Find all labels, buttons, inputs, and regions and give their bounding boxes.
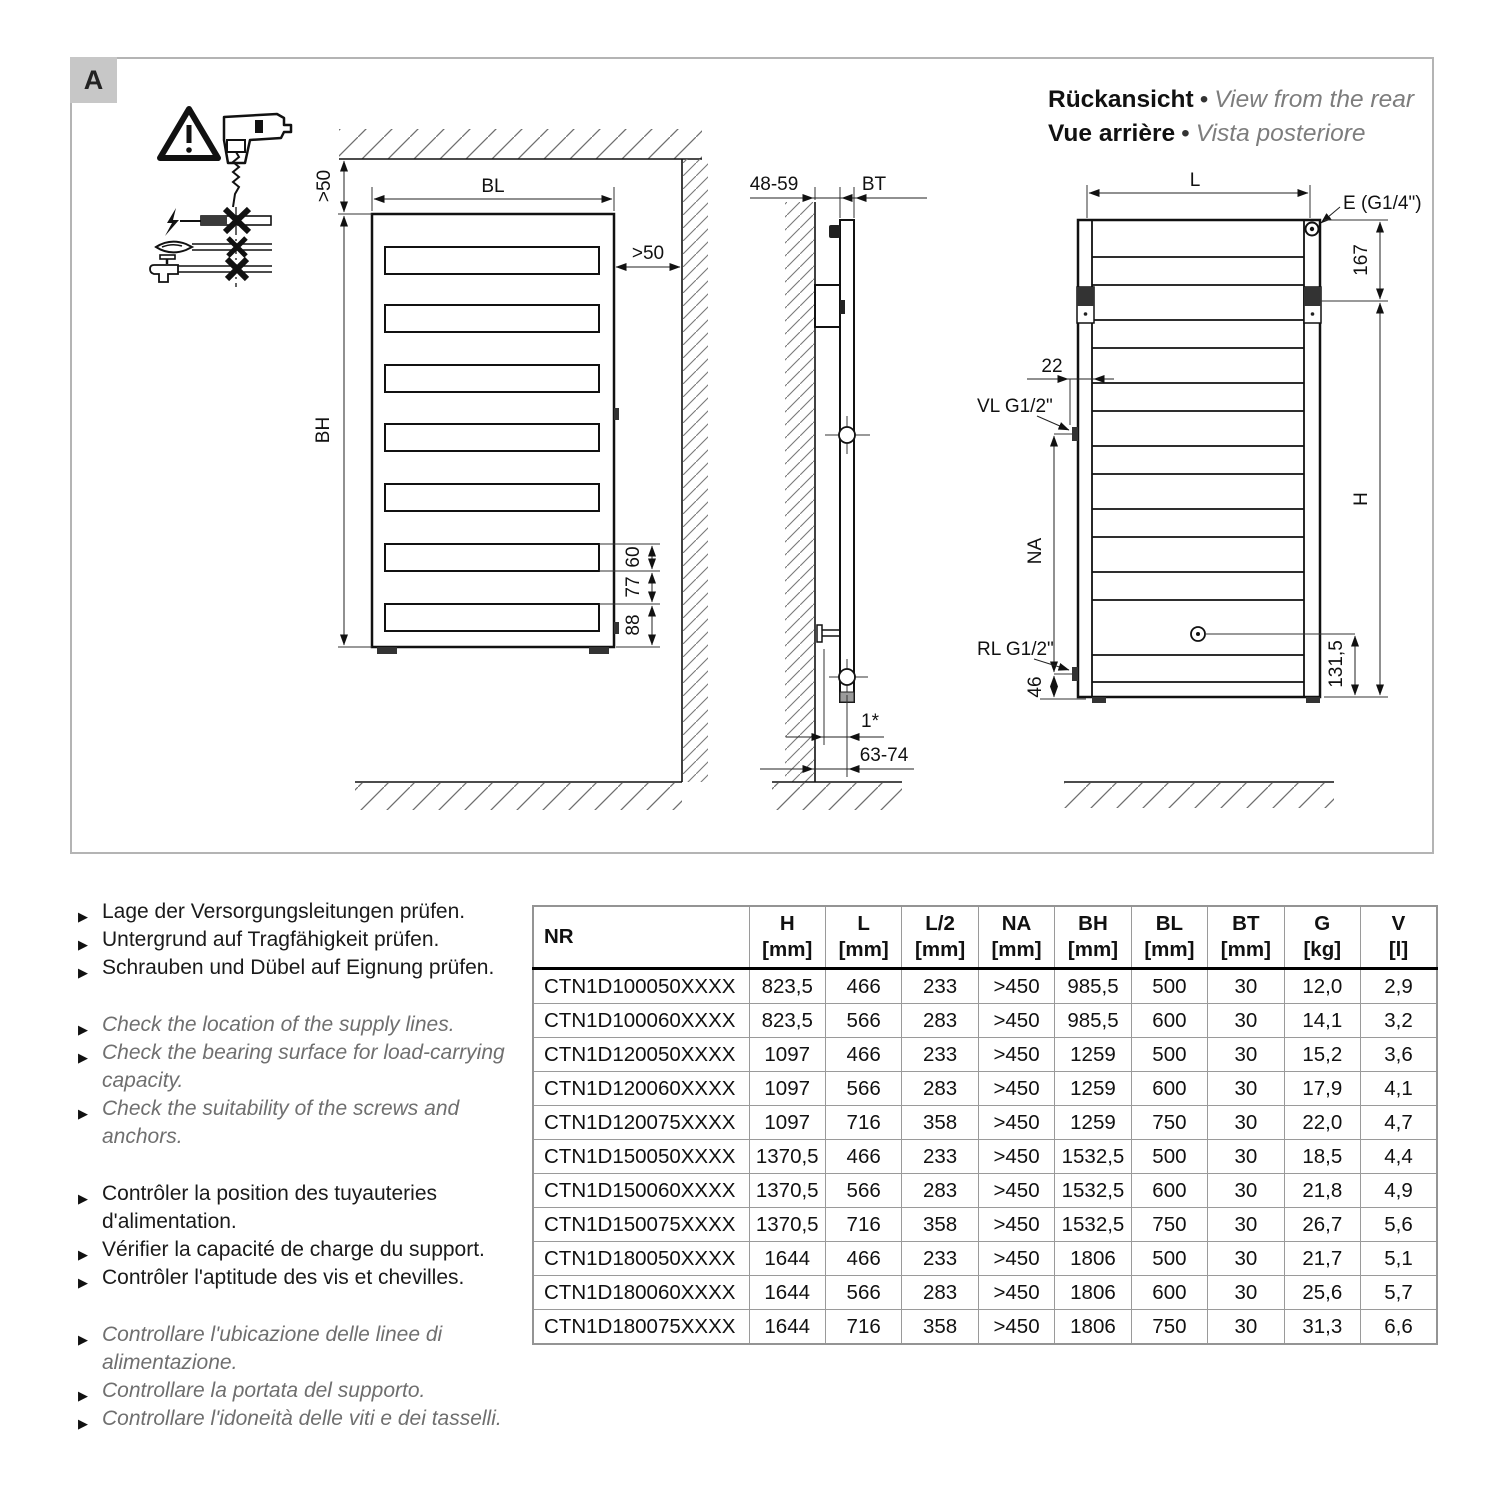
- bullet-triangle-icon: ▶: [78, 965, 88, 980]
- model-number-cell: CTN1D120075XXXX: [533, 1106, 749, 1140]
- value-cell: 1806: [1055, 1242, 1131, 1276]
- value-cell: 566: [825, 1004, 901, 1038]
- table-row: [533, 1004, 1437, 1038]
- no-drill-electric-icon: [165, 208, 271, 236]
- value-cell: 358: [902, 1208, 978, 1242]
- bullet-triangle-icon: ▶: [78, 1022, 88, 1037]
- no-drill-water-icon: [150, 255, 272, 282]
- value-cell: 30: [1208, 1106, 1284, 1140]
- value-cell: 283: [902, 1276, 978, 1310]
- table-row: [533, 1276, 1437, 1310]
- radiator-side-body: [840, 220, 854, 702]
- bullet-triangle-icon: ▶: [78, 1275, 88, 1290]
- table-row: [533, 1106, 1437, 1140]
- wall-hatch-side: [785, 202, 814, 782]
- model-number-cell: CTN1D180075XXXX: [533, 1310, 749, 1345]
- value-cell: 30: [1208, 969, 1284, 1004]
- value-cell: 985,5: [1055, 969, 1131, 1004]
- value-cell: 3,2: [1361, 1004, 1438, 1038]
- value-cell: 283: [902, 1072, 978, 1106]
- dim-clearance-top: >50: [314, 169, 335, 203]
- value-cell: 1259: [1055, 1038, 1131, 1072]
- note-item: [78, 1264, 510, 1292]
- wall-clip: [614, 622, 619, 634]
- wall-anchor-lower: [817, 625, 840, 642]
- note-text: Contrôler la position des tuyauteries d'alimentation.: [102, 1182, 438, 1233]
- value-cell: 283: [902, 1004, 978, 1038]
- value-cell: 31,3: [1284, 1310, 1360, 1345]
- value-cell: 30: [1208, 1038, 1284, 1072]
- value-cell: 30: [1208, 1242, 1284, 1276]
- value-cell: 283: [902, 1174, 978, 1208]
- bullet-triangle-icon: ▶: [78, 909, 88, 924]
- value-cell: 6,6: [1361, 1310, 1438, 1345]
- drill-icon: [224, 114, 291, 287]
- value-cell: 1532,5: [1055, 1174, 1131, 1208]
- panel-label: A: [70, 57, 117, 103]
- value-cell: 30: [1208, 1140, 1284, 1174]
- note-item: [78, 1236, 510, 1264]
- model-number-cell: CTN1D100050XXXX: [533, 969, 749, 1004]
- air-vent-side: [829, 225, 840, 238]
- value-cell: >450: [978, 1174, 1054, 1208]
- side-view-dimensions: [750, 174, 927, 777]
- floor-hatch-rear: [1064, 783, 1334, 808]
- mounting-bracket-left: [1077, 287, 1094, 323]
- value-cell: 466: [825, 1242, 901, 1276]
- note-text: Schrauben und Dübel auf Eignung prüfen.: [102, 956, 495, 979]
- note-item: [78, 1377, 510, 1405]
- drain-plug: [1191, 627, 1205, 641]
- note-item: [78, 898, 510, 926]
- value-cell: >450: [978, 1242, 1054, 1276]
- table-row: [533, 1310, 1437, 1345]
- value-cell: 716: [825, 1208, 901, 1242]
- mounting-bracket-right: [1304, 287, 1321, 323]
- value-cell: 30: [1208, 1072, 1284, 1106]
- radiator-foot: [589, 647, 609, 654]
- rear-view-title-line2: Vue arrière • Vista posteriore: [1048, 120, 1366, 147]
- value-cell: >450: [978, 1072, 1054, 1106]
- floor-hatch-side: [772, 783, 902, 810]
- bullet-triangle-icon: ▶: [78, 1332, 88, 1347]
- value-cell: 3,6: [1361, 1038, 1438, 1072]
- value-cell: >450: [978, 1276, 1054, 1310]
- value-cell: 1644: [749, 1276, 825, 1310]
- rear-view-title-line1: Rückansicht • View from the rear: [1048, 86, 1414, 113]
- value-cell: 1806: [1055, 1310, 1131, 1345]
- note-text: Check the location of the supply lines.: [102, 1013, 455, 1036]
- pipe-connection-upper: [825, 416, 870, 454]
- value-cell: 30: [1208, 1310, 1284, 1345]
- model-number-cell: CTN1D120050XXXX: [533, 1038, 749, 1072]
- value-cell: 4,9: [1361, 1174, 1438, 1208]
- value-cell: >450: [978, 1310, 1054, 1345]
- note-text: Contrôler l'aptitude des vis et chevilles.: [102, 1266, 465, 1289]
- model-number-cell: CTN1D150060XXXX: [533, 1174, 749, 1208]
- installation-notes: [78, 898, 510, 1433]
- note-text: Controllare la portata del supporto.: [102, 1379, 426, 1402]
- bullet-triangle-icon: ▶: [78, 1106, 88, 1121]
- dim-na: NA: [1025, 537, 1046, 565]
- warning-triangle-icon: [160, 109, 218, 158]
- value-cell: 5,7: [1361, 1276, 1438, 1310]
- value-cell: 30: [1208, 1004, 1284, 1038]
- value-cell: 22,0: [1284, 1106, 1360, 1140]
- value-cell: 30: [1208, 1276, 1284, 1310]
- value-cell: >450: [978, 1140, 1054, 1174]
- value-cell: 600: [1131, 1072, 1207, 1106]
- table-row: [533, 1242, 1437, 1276]
- value-cell: 600: [1131, 1276, 1207, 1310]
- dim-clearance-side: >50: [631, 243, 665, 264]
- note-item: [78, 1405, 510, 1433]
- value-cell: 716: [825, 1106, 901, 1140]
- column-header-na: NA [mm]: [978, 906, 1054, 969]
- no-drill-gas-icon: [156, 238, 272, 256]
- table-row: [533, 1208, 1437, 1242]
- side-view-drawing: [750, 174, 927, 810]
- value-cell: 21,8: [1284, 1174, 1360, 1208]
- value-cell: 358: [902, 1106, 978, 1140]
- dim-wall-distance: 48-59: [749, 174, 799, 195]
- dim-slot-60: 60: [623, 546, 644, 568]
- model-number-cell: CTN1D150050XXXX: [533, 1140, 749, 1174]
- value-cell: 600: [1131, 1174, 1207, 1208]
- table-row: [533, 1140, 1437, 1174]
- value-cell: 466: [825, 1038, 901, 1072]
- note-text: Untergrund auf Tragfähigkeit prüfen.: [102, 928, 440, 951]
- value-cell: 2,9: [1361, 969, 1438, 1004]
- bullet-triangle-icon: ▶: [78, 1416, 88, 1431]
- value-cell: 566: [825, 1174, 901, 1208]
- note-item: [78, 1095, 510, 1151]
- value-cell: 233: [902, 1140, 978, 1174]
- value-cell: 750: [1131, 1106, 1207, 1140]
- value-cell: 500: [1131, 1140, 1207, 1174]
- value-cell: 4,4: [1361, 1140, 1438, 1174]
- model-number-cell: CTN1D180060XXXX: [533, 1276, 749, 1310]
- value-cell: 1532,5: [1055, 1140, 1131, 1174]
- value-cell: 1644: [749, 1242, 825, 1276]
- ceiling-hatch: [339, 129, 702, 159]
- bullet-triangle-icon: ▶: [78, 1191, 88, 1206]
- value-cell: 1097: [749, 1072, 825, 1106]
- dim-height-bh: BH: [313, 416, 334, 444]
- value-cell: 25,6: [1284, 1276, 1360, 1310]
- column-header-bl: BL [mm]: [1131, 906, 1207, 969]
- supply-connection-stub: [1072, 427, 1078, 441]
- wall-clip: [614, 408, 619, 420]
- bullet-triangle-icon: ▶: [78, 1247, 88, 1262]
- note-item: [78, 1039, 510, 1095]
- model-specification-table: [532, 905, 1438, 1345]
- dim-height-h: H: [1351, 492, 1372, 506]
- value-cell: 823,5: [749, 1004, 825, 1038]
- column-header-bt: BT [mm]: [1208, 906, 1284, 969]
- table-row: [533, 969, 1437, 1004]
- note-item: [78, 954, 510, 982]
- value-cell: 500: [1131, 1038, 1207, 1072]
- value-cell: >450: [978, 1208, 1054, 1242]
- value-cell: 600: [1131, 1004, 1207, 1038]
- column-header-v: V [l]: [1361, 906, 1438, 969]
- technical-drawing: [72, 59, 1428, 848]
- value-cell: 466: [825, 1140, 901, 1174]
- dim-floor-distance: 63-74: [859, 745, 909, 766]
- value-cell: 466: [825, 969, 901, 1004]
- value-cell: 1806: [1055, 1276, 1131, 1310]
- value-cell: 233: [902, 1242, 978, 1276]
- value-cell: >450: [978, 969, 1054, 1004]
- value-cell: 1370,5: [749, 1140, 825, 1174]
- dim-adjustment: 1*: [861, 711, 879, 732]
- column-header-g: G [kg]: [1284, 906, 1360, 969]
- value-cell: 18,5: [1284, 1140, 1360, 1174]
- notes-french: [78, 1180, 510, 1292]
- notes-english: [78, 1011, 510, 1151]
- dim-depth-bt: BT: [861, 174, 887, 195]
- value-cell: 30: [1208, 1174, 1284, 1208]
- value-cell: 5,6: [1361, 1208, 1438, 1242]
- label-supply-vl: VL G1/2": [977, 396, 1053, 417]
- value-cell: 233: [902, 969, 978, 1004]
- dim-slot-88: 88: [623, 614, 644, 636]
- table-header-row: [533, 906, 1437, 969]
- value-cell: 233: [902, 1038, 978, 1072]
- rear-view-drawing: [977, 170, 1422, 808]
- note-text: Controllare l'idoneità delle viti e dei tasselli.: [102, 1407, 502, 1430]
- value-cell: 21,7: [1284, 1242, 1360, 1276]
- wall-bracket-side: [815, 285, 840, 327]
- table-row: [533, 1174, 1437, 1208]
- value-cell: 4,7: [1361, 1106, 1438, 1140]
- dim-width-bl: BL: [481, 176, 505, 197]
- value-cell: 14,1: [1284, 1004, 1360, 1038]
- value-cell: >450: [978, 1038, 1054, 1072]
- notes-italian: [78, 1321, 510, 1433]
- value-cell: 750: [1131, 1310, 1207, 1345]
- value-cell: 716: [825, 1310, 901, 1345]
- value-cell: 1370,5: [749, 1174, 825, 1208]
- value-cell: 1097: [749, 1038, 825, 1072]
- value-cell: 4,1: [1361, 1072, 1438, 1106]
- installation-drawing-panel: [70, 57, 1434, 854]
- value-cell: 26,7: [1284, 1208, 1360, 1242]
- label-return-rl: RL G1/2": [977, 639, 1054, 660]
- value-cell: 566: [825, 1072, 901, 1106]
- note-text: Lage der Versorgungsleitungen prüfen.: [102, 900, 466, 923]
- value-cell: 750: [1131, 1208, 1207, 1242]
- label-vent-e: E (G1/4"): [1343, 193, 1422, 214]
- value-cell: 5,1: [1361, 1242, 1438, 1276]
- value-cell: 1259: [1055, 1106, 1131, 1140]
- model-number-cell: CTN1D150075XXXX: [533, 1208, 749, 1242]
- note-text: Vérifier la capacité de charge du support.: [102, 1238, 485, 1261]
- note-item: [78, 1011, 510, 1039]
- value-cell: 985,5: [1055, 1004, 1131, 1038]
- radiator-foot: [377, 647, 397, 654]
- value-cell: 12,0: [1284, 969, 1360, 1004]
- dim-22: 22: [1041, 356, 1063, 377]
- value-cell: 17,9: [1284, 1072, 1360, 1106]
- table-row: [533, 1038, 1437, 1072]
- column-header-l: L [mm]: [825, 906, 901, 969]
- dim-drain-height: 131,5: [1326, 640, 1347, 688]
- return-connection-stub: [1072, 667, 1078, 681]
- value-cell: 30: [1208, 1208, 1284, 1242]
- column-header-l-2: L/2 [mm]: [902, 906, 978, 969]
- air-vent-rear: [1306, 223, 1319, 236]
- value-cell: >450: [978, 1004, 1054, 1038]
- bullet-triangle-icon: ▶: [78, 1388, 88, 1403]
- value-cell: 1644: [749, 1310, 825, 1345]
- value-cell: 1532,5: [1055, 1208, 1131, 1242]
- radiator-foot-rear: [1092, 697, 1106, 703]
- note-text: Controllare l'ubicazione delle linee di alimentazione.: [102, 1323, 443, 1374]
- value-cell: 1097: [749, 1106, 825, 1140]
- model-number-cell: CTN1D180050XXXX: [533, 1242, 749, 1276]
- model-number-cell: CTN1D100060XXXX: [533, 1004, 749, 1038]
- note-item: [78, 926, 510, 954]
- value-cell: 1259: [1055, 1072, 1131, 1106]
- value-cell: >450: [978, 1106, 1054, 1140]
- model-number-cell: CTN1D120060XXXX: [533, 1072, 749, 1106]
- note-item: [78, 1180, 510, 1236]
- notes-german: [78, 898, 510, 982]
- value-cell: 823,5: [749, 969, 825, 1004]
- column-header-nr: NR: [533, 906, 749, 969]
- value-cell: 500: [1131, 969, 1207, 1004]
- note-text: Check the suitability of the screws and anchors.: [102, 1097, 460, 1148]
- radiator-foot-rear: [1306, 697, 1320, 703]
- column-header-bh: BH [mm]: [1055, 906, 1131, 969]
- radiator-rear-body: [1078, 220, 1320, 697]
- dim-length-l: L: [1189, 170, 1201, 191]
- front-view-drawing: [313, 129, 708, 810]
- value-cell: 358: [902, 1310, 978, 1345]
- floor-hatch-front: [355, 783, 682, 810]
- table-row: [533, 1072, 1437, 1106]
- bullet-triangle-icon: ▶: [78, 1050, 88, 1065]
- note-text: Check the bearing surface for load-carrying capacity.: [102, 1041, 505, 1092]
- side-wall-hatch: [683, 159, 708, 782]
- dim-167: 167: [1351, 244, 1372, 276]
- value-cell: 15,2: [1284, 1038, 1360, 1072]
- dim-slot-77: 77: [623, 576, 644, 598]
- value-cell: 566: [825, 1276, 901, 1310]
- bracket-clip: [840, 300, 845, 314]
- bullet-triangle-icon: ▶: [78, 937, 88, 952]
- value-cell: 1370,5: [749, 1208, 825, 1242]
- note-item: [78, 1321, 510, 1377]
- column-header-h: H [mm]: [749, 906, 825, 969]
- dim-46: 46: [1025, 676, 1046, 698]
- value-cell: 500: [1131, 1242, 1207, 1276]
